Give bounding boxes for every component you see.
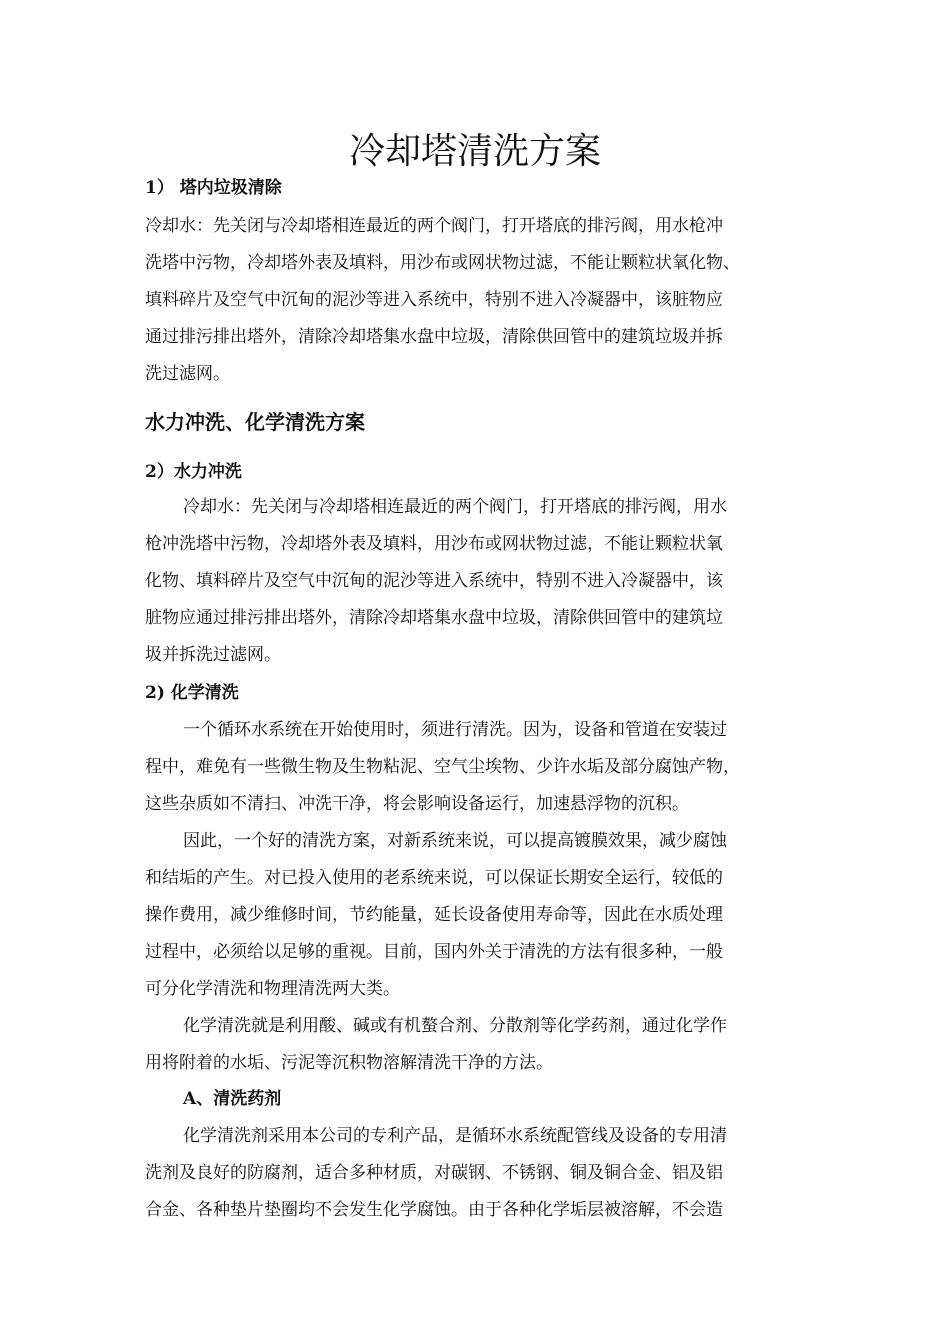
- section-heading-cleaning-plan: 水力冲洗、化学清洗方案: [145, 410, 365, 434]
- paragraph-line: 化物、填料碎片及空气中沉甸的泥沙等进入系统中，特别不进入冷凝器中，该: [145, 571, 723, 591]
- paragraph-line: 程中，难免有一些微生物及生物粘泥、空气尘埃物、少许水垢及部分腐蚀产物，: [145, 757, 740, 777]
- document-title: 冷却塔清洗方案: [348, 131, 601, 172]
- paragraph-line: 冷却水：先关闭与冷却塔相连最近的两个阀门，打开塔底的排污阀，用水: [183, 497, 727, 517]
- paragraph-line: 化学清洗就是利用酸、碱或有机螯合剂、分散剂等化学药剂，通过化学作: [183, 1016, 727, 1036]
- paragraph-line: 脏物应通过排污排出塔外，清除冷却塔集水盘中垃圾，清除供回管中的建筑垃: [145, 608, 723, 628]
- paragraph-line: 这些杂质如不清扫、冲洗干净，将会影响设备运行，加速悬浮物的沉积。: [145, 794, 689, 814]
- paragraph-line: 洗塔中污物，冷却塔外表及填料，用沙布或网状物过滤，不能让颗粒状氧化物、: [145, 253, 740, 273]
- section-heading-trash-removal: 1） 塔内垃圾清除: [145, 178, 282, 198]
- paragraph-line: 因此，一个好的清洗方案，对新系统来说，可以提高镀膜效果，减少腐蚀: [183, 831, 727, 851]
- paragraph-line: 洗过滤网。: [145, 364, 230, 384]
- section-heading-water-flush: 2）水力冲洗: [145, 462, 242, 482]
- paragraph-line: 一个循环水系统在开始使用时，须进行清洗。因为，设备和管道在安装过: [183, 720, 727, 740]
- paragraph-line: 操作费用，减少维修时间，节约能量，延长设备使用寿命等，因此在水质处理: [145, 905, 723, 925]
- paragraph-line: 冷却水：先关闭与冷却塔相连最近的两个阀门，打开塔底的排污阀，用水枪冲: [145, 216, 723, 236]
- paragraph-line: 圾并拆洗过滤网。: [145, 645, 281, 665]
- paragraph-line: 洗剂及良好的防腐剂，适合多种材质，对碳钢、不锈钢、铜及铜合金、铝及铝: [145, 1163, 723, 1183]
- paragraph-line: 通过排污排出塔外，清除冷却塔集水盘中垃圾，清除供回管中的建筑垃圾并拆: [145, 327, 723, 347]
- paragraph-line: 过程中，必须给以足够的重视。目前，国内外关于清洗的方法有很多种，一般: [145, 942, 723, 962]
- paragraph-line: 填料碎片及空气中沉甸的泥沙等进入系统中，特别不进入冷凝器中，该脏物应: [145, 290, 723, 310]
- paragraph-line: 化学清洗剂采用本公司的专利产品，是循环水系统配管线及设备的专用清: [183, 1126, 727, 1146]
- paragraph-line: 合金、各种垫片垫圈均不会发生化学腐蚀。由于各种化学垢层被溶解，不会造: [145, 1200, 723, 1220]
- section-heading-chemical-cleaning: 2) 化学清洗: [145, 683, 239, 703]
- paragraph-line: 和结垢的产生。对已投入使用的老系统来说，可以保证长期安全运行，较低的: [145, 868, 723, 888]
- paragraph-line: 枪冲洗塔中污物，冷却塔外表及填料，用沙布或网状物过滤，不能让颗粒状氧: [145, 534, 723, 554]
- paragraph-line: 用将附着的水垢、污泥等沉积物溶解清洗干净的方法。: [145, 1053, 553, 1073]
- paragraph-line: 可分化学清洗和物理清洗两大类。: [145, 979, 400, 999]
- subheading-cleaning-agents: A、清洗药剂: [183, 1089, 282, 1109]
